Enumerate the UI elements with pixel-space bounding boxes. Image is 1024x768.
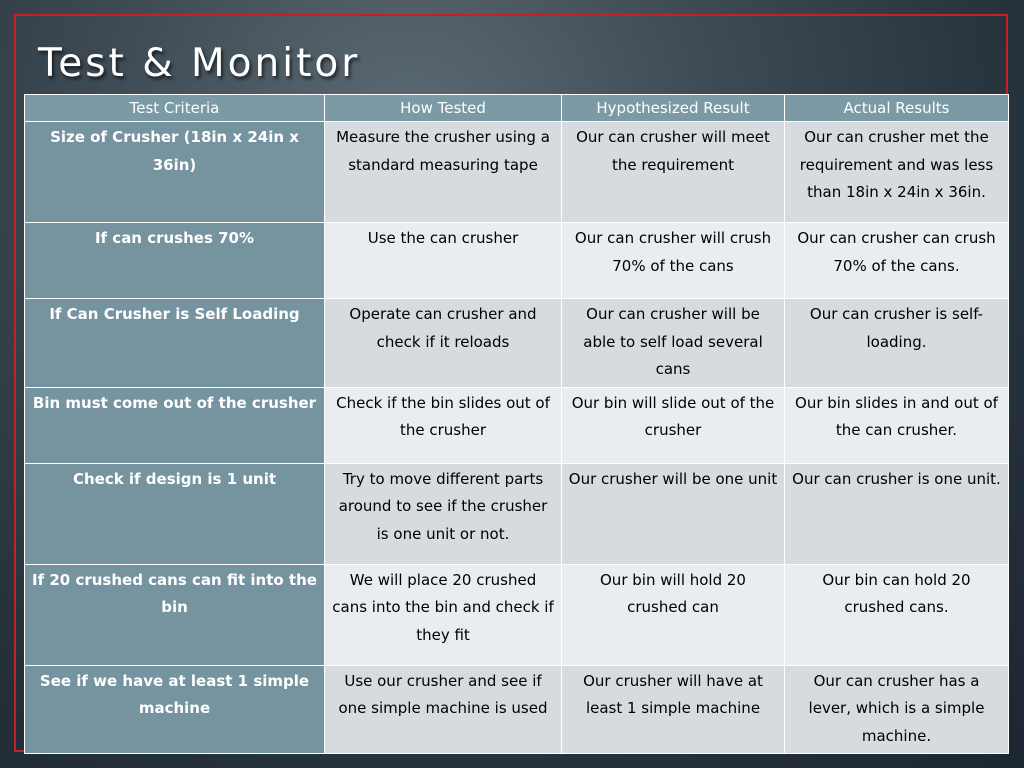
- actual-cell: Our can crusher has a lever, which is a simple machine.: [785, 665, 1009, 754]
- how-tested-cell: We will place 20 crushed cans into the bin and check if they fit: [325, 564, 562, 665]
- table-row: [25, 223, 1009, 299]
- table-row: [25, 564, 1009, 665]
- how-tested-cell: Use the can crusher: [325, 223, 562, 299]
- table-row: [25, 463, 1009, 564]
- hypothesized-cell: Our bin will slide out of the crusher: [562, 387, 785, 463]
- table-row: [25, 122, 1009, 223]
- criteria-cell: Size of Crusher (18in x 24in x 36in): [25, 122, 325, 223]
- how-tested-cell: Try to move different parts around to see if the crusher is one unit or not.: [325, 463, 562, 564]
- actual-cell: Our can crusher is one unit.: [785, 463, 1009, 564]
- how-tested-cell: Check if the bin slides out of the crusher: [325, 387, 562, 463]
- actual-cell: Our can crusher is self-loading.: [785, 299, 1009, 388]
- hypothesized-cell: Our crusher will be one unit: [562, 463, 785, 564]
- actual-cell: Our can crusher met the requirement and was less than 18in x 24in x 36in.: [785, 122, 1009, 223]
- how-tested-cell: Operate can crusher and check if it reloads: [325, 299, 562, 388]
- table-row: [25, 665, 1009, 754]
- results-table: [24, 94, 1009, 754]
- actual-cell: Our bin can hold 20 crushed cans.: [785, 564, 1009, 665]
- how-tested-cell: Measure the crusher using a standard measuring tape: [325, 122, 562, 223]
- table-row: [25, 299, 1009, 388]
- header-how-tested: How Tested: [325, 95, 562, 122]
- hypothesized-cell: Our can crusher will crush 70% of the cans: [562, 223, 785, 299]
- table-header-row: [25, 95, 1009, 122]
- hypothesized-cell: Our can crusher will meet the requirement: [562, 122, 785, 223]
- criteria-cell: Bin must come out of the crusher: [25, 387, 325, 463]
- header-test-criteria: Test Criteria: [25, 95, 325, 122]
- hypothesized-cell: Our bin will hold 20 crushed can: [562, 564, 785, 665]
- results-table-container: [24, 94, 1008, 754]
- actual-cell: Our bin slides in and out of the can crusher.: [785, 387, 1009, 463]
- header-actual-results: Actual Results: [785, 95, 1009, 122]
- how-tested-cell: Use our crusher and see if one simple machine is used: [325, 665, 562, 754]
- actual-cell: Our can crusher can crush 70% of the cans.: [785, 223, 1009, 299]
- hypothesized-cell: Our crusher will have at least 1 simple machine: [562, 665, 785, 754]
- hypothesized-cell: Our can crusher will be able to self load several cans: [562, 299, 785, 388]
- criteria-cell: If can crushes 70%: [25, 223, 325, 299]
- criteria-cell: Check if design is 1 unit: [25, 463, 325, 564]
- criteria-cell: See if we have at least 1 simple machine: [25, 665, 325, 754]
- table-row: [25, 387, 1009, 463]
- slide-title: Test & Monitor: [38, 41, 361, 86]
- header-hypothesized-result: Hypothesized Result: [562, 95, 785, 122]
- criteria-cell: If 20 crushed cans can fit into the bin: [25, 564, 325, 665]
- criteria-cell: If Can Crusher is Self Loading: [25, 299, 325, 388]
